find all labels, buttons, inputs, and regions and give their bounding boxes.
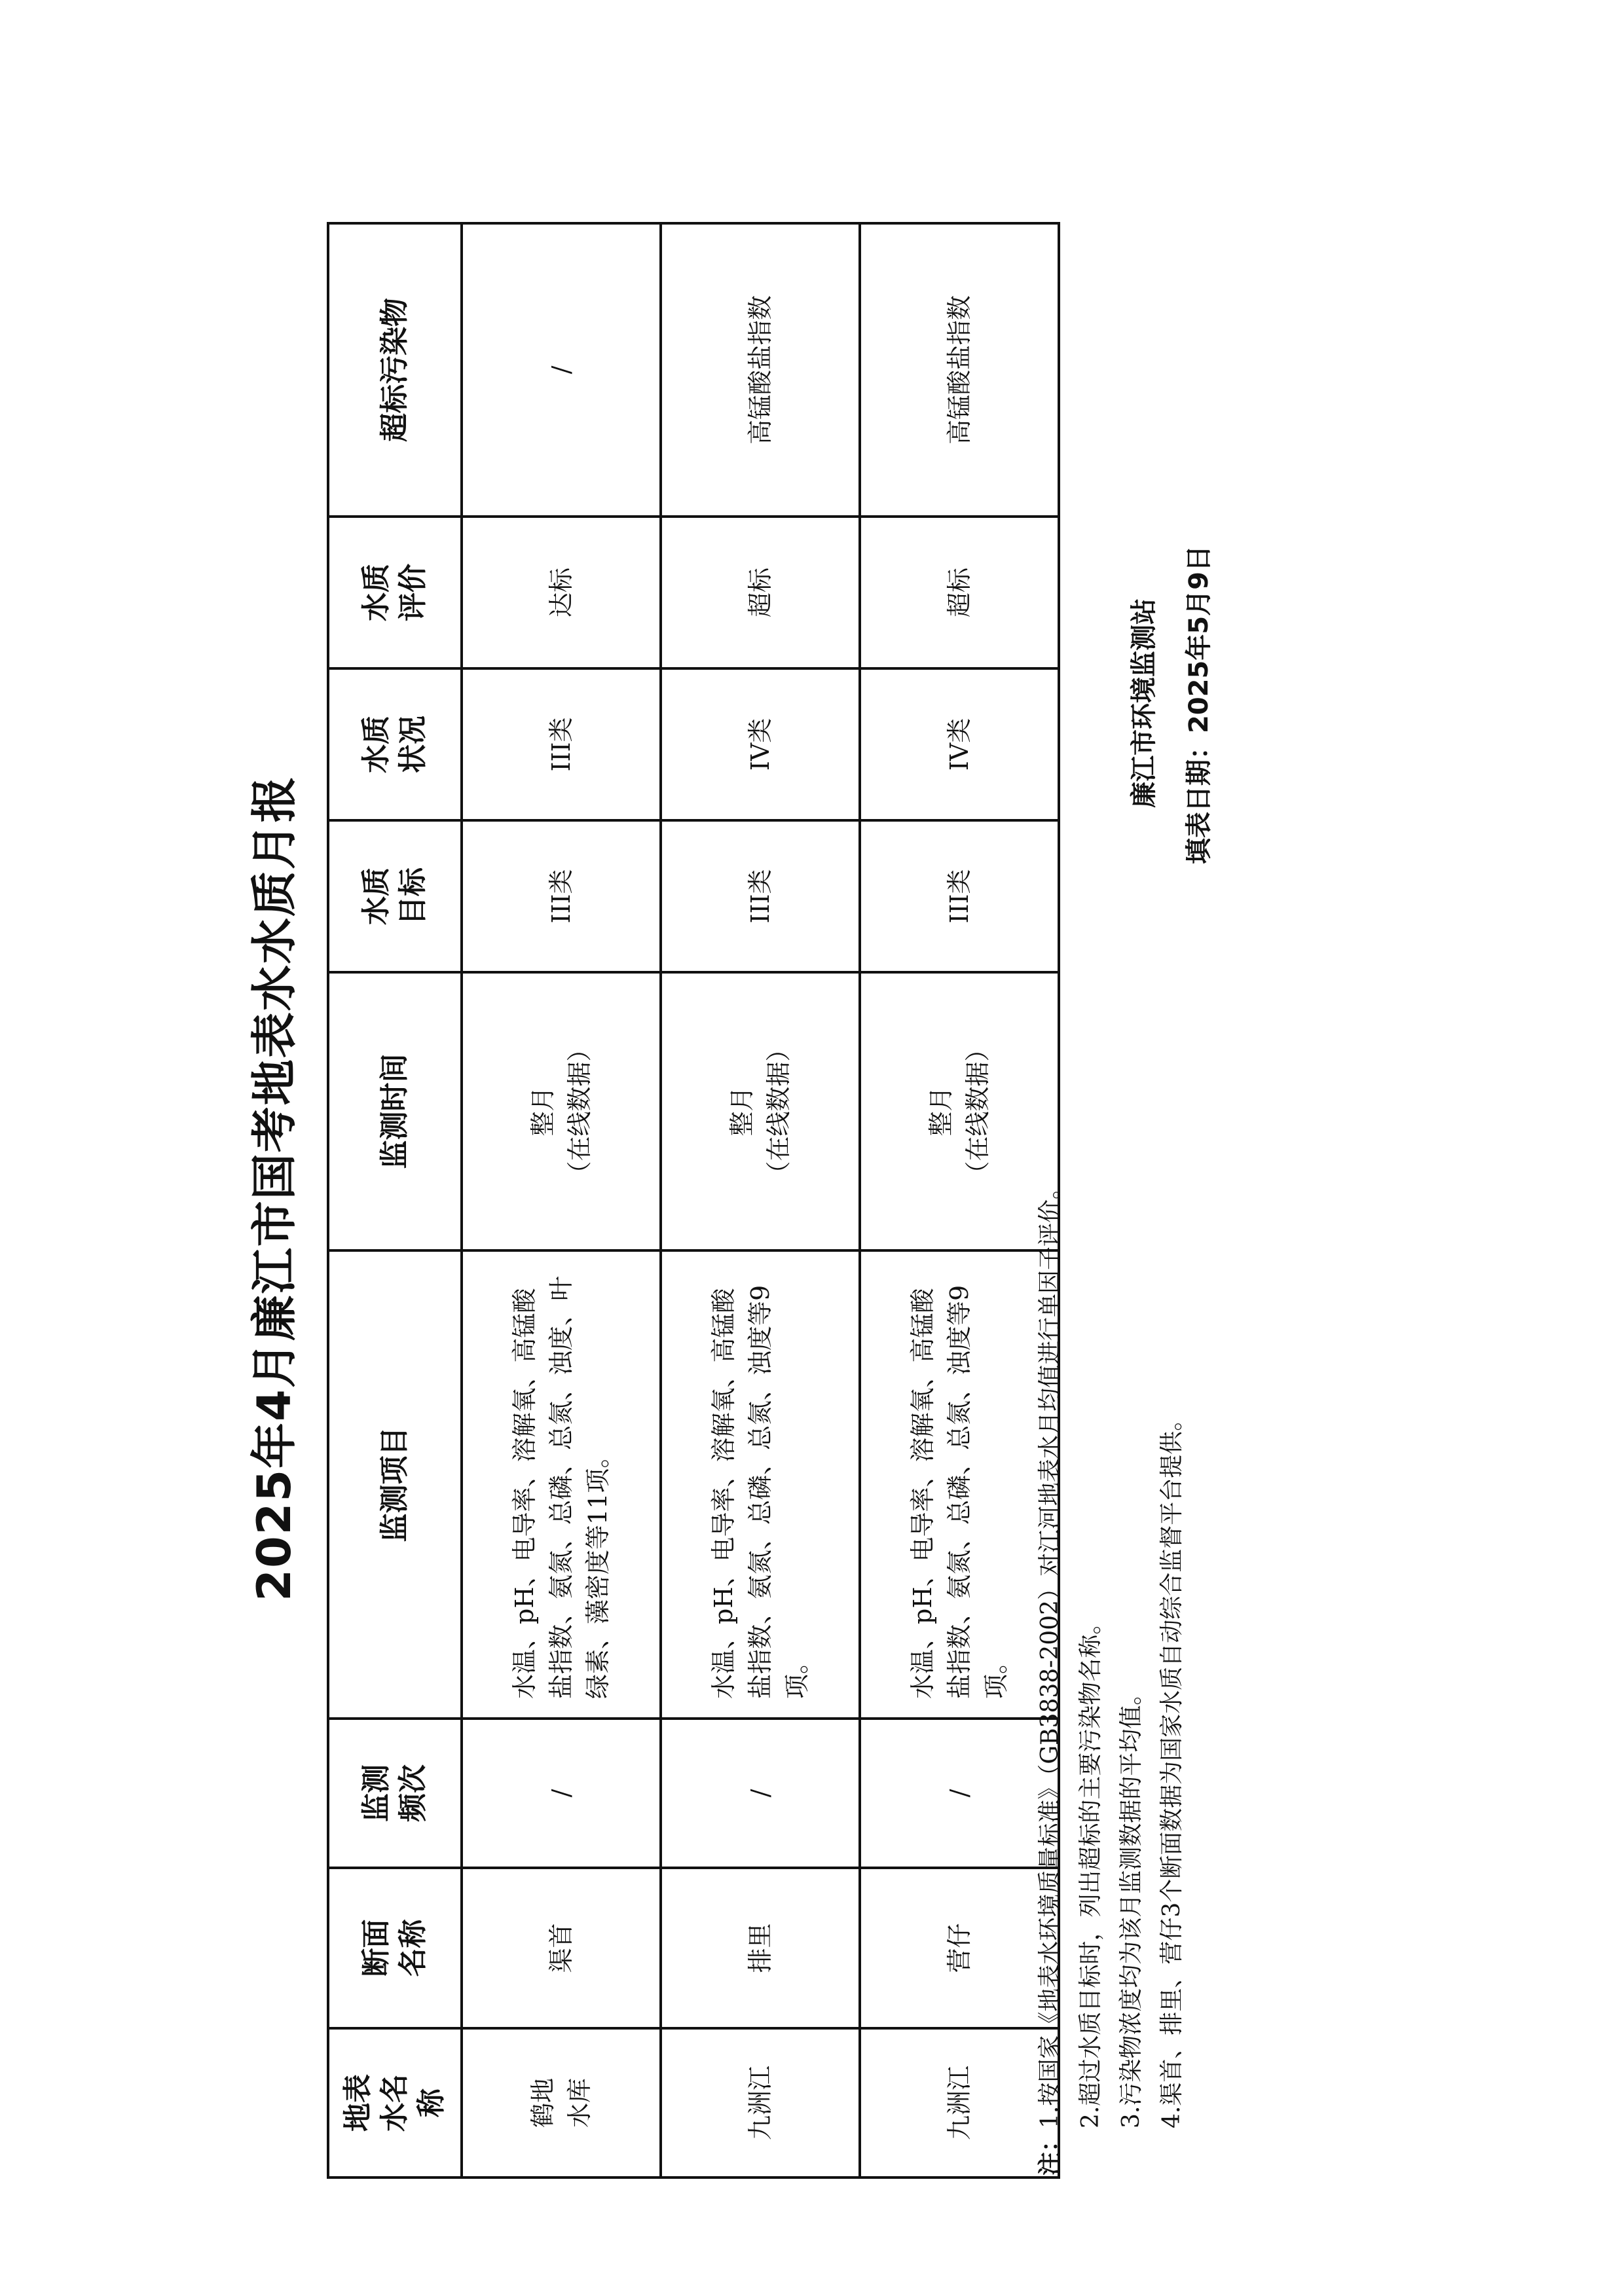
cell-frequency: /	[462, 1719, 661, 1868]
table-row	[661, 223, 860, 2178]
cell-water-body: 鹤地水库	[462, 2028, 661, 2178]
cell-target: III类	[661, 820, 860, 972]
cell-pollutant: /	[462, 223, 661, 517]
report-title: 2025年4月廉江市国考地表水水质月报	[248, 775, 301, 1601]
header-status: 水质状况	[328, 668, 462, 820]
footer	[1116, 275, 1227, 864]
note-line: 4.渠首、排里、营仔3个断面数据为国家水质自动综合监督平台提供。	[1158, 1407, 1185, 2128]
fill-date-label: 填表日期：	[1184, 733, 1214, 864]
header-water-body: 地表水名称	[328, 2028, 462, 2178]
cell-items: 水温、pH、电导率、溶解氧、高锰酸盐指数、氨氮、总磷、总氮、浊度、叶绿素、藻密度等11项。	[462, 1250, 661, 1719]
cell-evaluation: 超标	[860, 517, 1059, 668]
cell-status: III类	[462, 668, 661, 820]
cell-status: IV类	[661, 668, 860, 820]
cell-pollutant: 高锰酸盐指数	[661, 223, 860, 517]
cell-section: 渠首	[462, 1868, 661, 2028]
cell-target: III类	[462, 820, 661, 972]
fill-date-value: 2025年5月9日	[1184, 545, 1214, 733]
cell-time: 整月 （在线数据）	[661, 972, 860, 1250]
note-line: 注：1.按国家《地表水环境质量标准》（GB3838-2002）对江河地表水月均值进行单因子评价。	[1037, 1176, 1063, 2176]
note-prefix: 注：	[1037, 2128, 1063, 2176]
cell-items: 水温、pH、电导率、溶解氧、高锰酸盐指数、氨氮、总磷、总氮、浊度等9项。	[860, 1250, 1059, 1719]
table-header-row	[328, 223, 462, 2178]
cell-frequency: /	[661, 1719, 860, 1868]
cell-time: 整月 （在线数据）	[860, 972, 1059, 1250]
cell-evaluation: 达标	[462, 517, 661, 668]
header-evaluation: 水质评价	[328, 517, 462, 668]
cell-time: 整月 （在线数据）	[462, 972, 661, 1250]
header-time: 监测时间	[328, 972, 462, 1250]
header-items: 监测项目	[328, 1250, 462, 1719]
station-name: 廉江市环境监测站	[1129, 598, 1159, 808]
fill-date	[1172, 275, 1227, 864]
water-quality-table	[327, 222, 1060, 2179]
notes	[1030, 1176, 1192, 2176]
cell-frequency: /	[860, 1719, 1059, 1868]
rotated-page	[147, 187, 1287, 2190]
table-row	[462, 223, 661, 2178]
cell-items: 水温、pH、电导率、溶解氧、高锰酸盐指数、氨氮、总磷、总氮、浊度等9项。	[661, 1250, 860, 1719]
header-section: 断面名称	[328, 1868, 462, 2028]
header-pollutant: 超标污染物	[328, 223, 462, 517]
table-row	[860, 223, 1059, 2178]
cell-target: III类	[860, 820, 1059, 972]
cell-pollutant: 高锰酸盐指数	[860, 223, 1059, 517]
cell-section: 营仔	[860, 1868, 1059, 2028]
header-frequency: 监测频次	[328, 1719, 462, 1868]
cell-water-body: 九洲江	[661, 2028, 860, 2178]
cell-section: 排里	[661, 1868, 860, 2028]
cell-status: IV类	[860, 668, 1059, 820]
header-target: 水质目标	[328, 820, 462, 972]
cell-evaluation: 超标	[661, 517, 860, 668]
note-line: 3.污染物浓度均为该月监测数据的平均值。	[1118, 1681, 1145, 2128]
cell-water-body: 九洲江	[860, 2028, 1059, 2178]
note-line: 2.超过水质目标时，列出超标的主要污染物名称。	[1077, 1611, 1104, 2128]
